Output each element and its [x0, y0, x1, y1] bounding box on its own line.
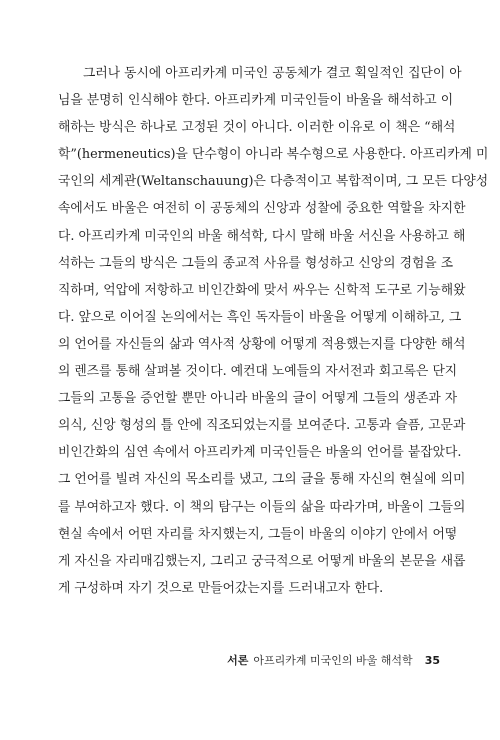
body-line: 국인의 세계관(Weltanschauung)은 다층적이고 복합적이며, 그 모든 다양성: [58, 174, 489, 190]
body-line: 학”(hermeneutics)을 단수형이 아니라 복수형으로 사용한다. 아프리카계 미: [58, 147, 489, 163]
body-line: 현실 속에서 어떤 자리를 차지했는지, 그들이 바울의 이야기 안에서 어떻: [58, 526, 458, 542]
body-line: 를 부여하고자 했다. 이 책의 탐구는 이들의 삶을 따라가며, 바울이 그들의: [58, 499, 466, 515]
body-line: 직하며, 억압에 저항하고 비인간화에 맞서 싸우는 신학적 도구로 기능해왔: [58, 282, 466, 298]
footer-section-label: 서론: [227, 654, 249, 667]
body-line: 속에서도 바울은 여전히 이 공동체의 신앙과 성찰에 중요한 역할을 차지한: [58, 201, 466, 217]
body-line: 비인간화의 심연 속에서 아프리카계 미국인들은 바울의 언어를 붙잡았다.: [58, 445, 462, 461]
body-line: 게 자신을 자리매김했는지, 그리고 궁극적으로 어떻게 바울의 본문을 새롭: [58, 553, 466, 569]
body-line: 게 구성하며 자기 것으로 만들어갔는지를 드러내고자 한다.: [58, 580, 384, 596]
body-line: 의 렌즈를 통해 살펴볼 것이다. 예컨대 노예들의 자서전과 회고록은 단지: [58, 364, 458, 380]
footer-running-title: 아프리카계 미국인의 바울 해석학: [253, 654, 413, 667]
body-line: 님을 분명히 인식해야 한다. 아프리카계 미국인들이 바울을 해석하고 이: [58, 93, 454, 109]
page-footer: [227, 652, 440, 668]
body-paragraph: [58, 60, 489, 602]
body-line: 의 언어를 자신들의 삶과 역사적 상황에 어떻게 적용했는지를 다양한 해석: [58, 336, 466, 352]
page-number: 35: [424, 654, 440, 667]
body-line: 의식, 신앙 형성의 틀 안에 직조되었는지를 보여준다. 고통과 슬픔, 고문과: [58, 418, 466, 434]
body-line: 그러나 동시에 아프리카계 미국인 공동체가 결코 획일적인 집단이 아: [83, 66, 462, 81]
body-line: 석하는 그들의 방식은 그들의 종교적 사유를 형성하고 신앙의 경험을 조: [58, 255, 454, 271]
body-line: 다. 아프리카계 미국인의 바울 해석학, 다시 말해 바울 서신을 사용하고 해: [58, 228, 466, 244]
body-line: 해하는 방식은 하나로 고정된 것이 아니다. 이러한 이유로 이 책은 “해석: [58, 120, 456, 136]
body-line: 그 언어를 빌려 자신의 목소리를 냈고, 그의 글을 통해 자신의 현실에 의미: [58, 472, 466, 488]
body-line: 다. 앞으로 이어질 논의에서는 흑인 독자들이 바울을 어떻게 이해하고, 그: [58, 309, 462, 325]
body-line: 그들의 고통을 증언할 뿐만 아니라 바울의 글이 어떻게 그들의 생존과 자: [58, 391, 458, 407]
